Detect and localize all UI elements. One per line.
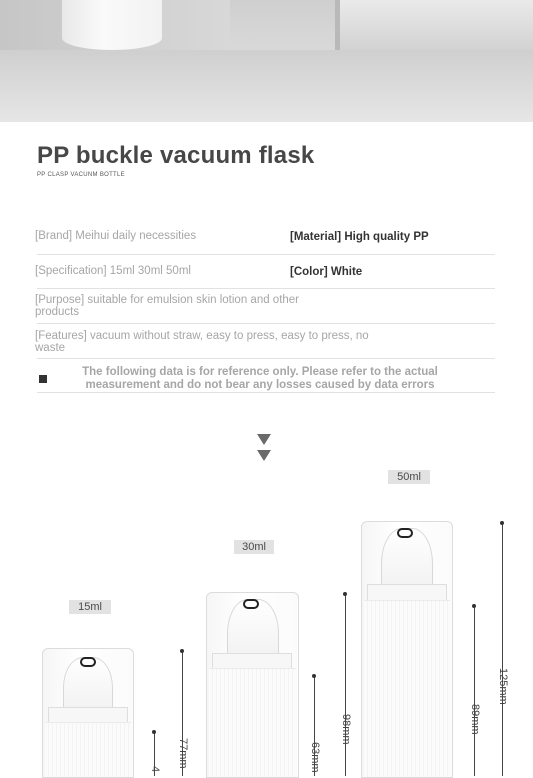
divider <box>37 254 495 255</box>
divider <box>37 358 495 359</box>
hero-floor <box>0 50 533 122</box>
spec-color: [Color] White <box>290 266 363 278</box>
dimension-30ml-body: 63mm <box>309 742 321 773</box>
divider <box>37 288 495 289</box>
size-label-15ml: 15ml <box>69 600 111 614</box>
bottle-15ml <box>42 648 134 778</box>
pump-nozzle-icon <box>243 599 259 609</box>
hero-step-prop <box>340 0 533 50</box>
divider <box>37 392 495 393</box>
bottle-body <box>364 600 450 777</box>
disclaimer-line2: measurement and do not bear any losses caused by data errors <box>85 379 435 391</box>
dimension-marker <box>152 730 156 734</box>
dimension-50ml-body: 89mm <box>469 704 481 735</box>
dimension-line <box>474 606 475 776</box>
spec-brand: [Brand] Meihui daily necessities <box>35 230 197 242</box>
size-label-30ml: 30ml <box>234 540 274 554</box>
disclaimer-note <box>70 366 450 392</box>
dimension-marker <box>472 604 476 608</box>
bottle-50ml <box>361 521 453 778</box>
dimension-marker <box>180 649 184 653</box>
dimension-marker <box>343 592 347 596</box>
bottle-body <box>209 668 296 777</box>
pump-nozzle-icon <box>80 657 96 667</box>
disclaimer-line1: The following data is for reference only. Please refer to the actual <box>82 366 438 378</box>
spec-features <box>35 330 369 354</box>
pump-nozzle-icon <box>397 528 413 538</box>
hero-product-photo <box>0 0 533 122</box>
size-label-50ml: 50ml <box>388 470 430 484</box>
down-arrow-icon <box>257 450 271 461</box>
page-title: PP buckle vacuum flask <box>37 142 315 169</box>
bottle-collar <box>48 707 128 723</box>
dimension-line <box>502 523 503 776</box>
dimension-15ml-partial: 4 <box>149 766 161 773</box>
dimension-50ml-total: 125mm <box>497 668 509 705</box>
note-bullet-icon <box>39 375 47 383</box>
hero-cylinder-prop <box>62 0 162 50</box>
dimension-marker <box>500 521 504 525</box>
bottle-30ml <box>206 592 299 778</box>
spec-features-line1: [Features] vacuum without straw, easy to press, easy to press, no <box>35 330 369 342</box>
bottle-collar <box>212 653 292 669</box>
spec-features-line2: waste <box>35 342 66 354</box>
spec-material: [Material] High quality PP <box>290 231 429 243</box>
bottle-body <box>45 722 131 777</box>
divider <box>37 323 495 324</box>
page-subtitle: PP CLASP VACUNM BOTTLE <box>37 172 125 178</box>
dimension-marker <box>312 674 316 678</box>
dimension-line <box>345 594 346 776</box>
dimension-15ml-total: 77mm <box>177 738 189 769</box>
spec-purpose-line2: products <box>35 306 80 318</box>
dimension-30ml-total: 98mm <box>340 714 352 745</box>
spec-purpose <box>35 294 299 318</box>
spec-purpose-line1: [Purpose] suitable for emulsion skin lotion and other <box>35 294 300 306</box>
down-arrow-icon <box>257 434 271 445</box>
spec-specification: [Specification] 15ml 30ml 50ml <box>35 265 191 277</box>
